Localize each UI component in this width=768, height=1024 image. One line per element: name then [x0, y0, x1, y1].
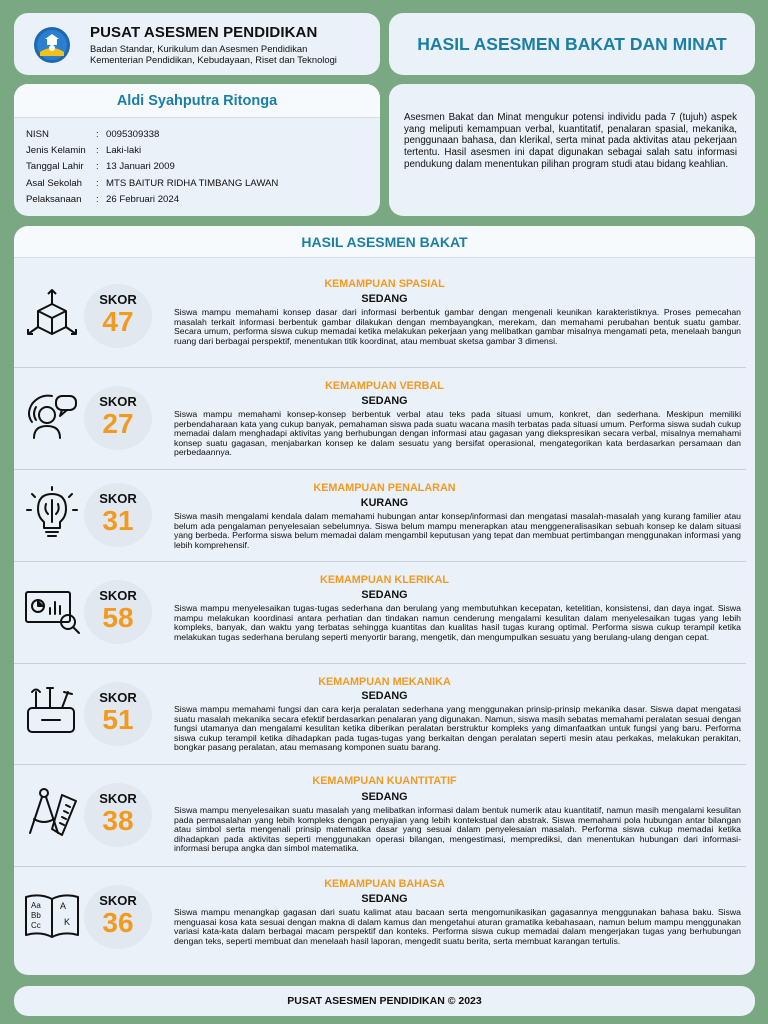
section-description: Siswa mampu memahami konsep dasar dari informasi berbentuk gambar dengan mengenali keunikan karakteristiknya. Proses pemecahan masalah terkait informasi berbentuk gambar dilakukan dengan membayangkan, merekam, dan memahami perubahan bentuk suatu gambar. Secara umum, performa siswa cukup memadai ketika melakukan pekerjaan yang melibatkan gambar misalnya mengamati peta, menelaah bangun ruang dari berbagai perspektif, menentukan titik koordinat, atau membuat sketsa gambar 3 dimensi. [174, 307, 741, 346]
section-level: SEDANG [361, 293, 408, 305]
info-row-nisn [26, 129, 159, 140]
section-description: Siswa mampu menangkap gagasan dari suatu kalimat atau bacaan serta mengomunikasikan gagasannya menggunakan bahasa baku. Siswa menguasai kosa kata sesuai dengan makna di dalam kamus dan mengetahui aturan gramatika kebahasaan, namun belum mampu menggunakan variasi kata-kata dalam berbagai macam perspektif dan konteks. Performa siswa cukup memadai dalam mengerjakan tugas yang berhubungan dengan teks, seperti membuat dan menelaah hasil laporan, mengedit suatu berita, serta membuat karangan tertulis. [174, 907, 741, 946]
info-label: Pelaksanaan [26, 194, 82, 205]
info-value: 0095309338 [106, 129, 160, 140]
section-bahasa [14, 867, 755, 969]
score-value: 27 [102, 408, 134, 439]
section-spasial [14, 266, 755, 368]
score-label: SKOR [99, 394, 137, 409]
section-description: Siswa mampu memahami konsep-konsep berbentuk verbal atau teks pada situasi umum, konkret, dan sederhana. Meskipun memiliki perbendaharaan kata yang cukup banyak, pemahaman siswa pada suatu wacana masih terbatas pada situasi umum. Performa siswa sudah cukup memadai dalam menghadapi aktivitas yang berhubungan dengan informasi atau gagasan yang diekspresikan secara verbal, misalnya memahami konsep suatu gagasan, menjabarkan konsep ke dalam sesuatu yang bersifat operasional, mengategorikan kata berdasarkan persamaan dan perbedaannya. [174, 409, 741, 458]
score-value: 36 [102, 907, 134, 938]
info-colon: : [96, 161, 99, 172]
info-value: Laki-laki [106, 145, 142, 156]
score-label: SKOR [99, 491, 137, 506]
info-label: NISN [26, 129, 49, 140]
info-value: 26 Februari 2024 [106, 194, 180, 205]
section-level: SEDANG [361, 791, 408, 803]
section-description: Siswa mampu menyelesaikan suatu masalah yang melibatkan informasi dalam bentuk numerik atau kuantitatif, namun masih mengalami kesulitan pada permasalahan yang lebih kompleks dengan penyajian yang lebih kontekstual dan abstrak. Siswa memahami pola hubungan antar bilangan atau simbol serta mengenali prinsip matematika dasar yang sesuai dalam penyelesaian masalah. Performa siswa cukup memadai ketika dihadapkan pada aktivitas seperti menggunakan operasi bilangan, mengestimasi, memprediksi, dan menentukan hubungan dari informasi-informasi berupa angka dan simbol matematika. [174, 805, 741, 854]
info-colon: : [96, 145, 99, 156]
info-row-date [26, 194, 179, 205]
section-klerikal [14, 562, 755, 664]
score-badge [84, 783, 152, 847]
section-description: Siswa masih mengalami kendala dalam memahami hubungan antar konsep/informasi dan mengatasi masalah-masalah yang kurang familier atau belum ada pengalaman penyelesaian sebelumnya. Siswa belum mampu menerapkan atau menggeneralisasikan sebuah konsep ke dalam situasi yang berbeda. Performa siswa belum memadai dalam mengambil keputusan yang tepat dan membuat pertimbangan menggunakan informasi yang lebih komprehensif. [174, 511, 741, 550]
org-subtitle-2: Kementerian Pendidikan, Kebudayaan, Riset dan Teknologi [90, 54, 337, 65]
book-letter-bb: Bb [31, 911, 41, 920]
info-row-school [26, 178, 278, 189]
score-value: 58 [102, 602, 134, 633]
section-title: KEMAMPUAN MEKANIKA [318, 676, 451, 688]
section-title: KEMAMPUAN PENALARAN [313, 482, 456, 494]
score-label: SKOR [99, 791, 137, 806]
score-label: SKOR [99, 893, 137, 908]
speaking-person-icon [22, 390, 82, 446]
org-name: PUSAT ASESMEN PENDIDIKAN [90, 24, 318, 41]
open-book-icon [22, 889, 82, 945]
score-label: SKOR [99, 292, 137, 307]
section-description: Siswa mampu memahami fungsi dan cara kerja peralatan sederhana yang menggunakan prinsip-prinsip mekanika dasar. Siswa dapat mengatasi suatu masalah mekanika secara efektif berdasarkan penalaran yang digunakan. Namun, siswa masih sebatas memahami peralatan sesuai dengan fungsi utamanya dan mengalami kesulitan ketika diberikan peralatan berstruktur kompleks yang dimanfaatkan untuk fungsi yang baru. Performa siswa cukup terampil ketika dihadapkan pada tugas-tugas yang berkaitan dengan peralatan seperti mesin atau perkakas, melakukan perakitan, bongkar pasang peralatan, atau memasang komponen suatu barang. [174, 704, 741, 753]
info-colon: : [96, 194, 99, 205]
description-text: Asesmen Bakat dan Minat mengukur potensi individu pada 7 (tujuh) aspek yang meliputi kemampuan verbal, kuantitatif, penalaran spasial, mekanika, penggunaan bahasa, dan klerikal, serta minat pada aktivitas atau pekerjaan tertentu. Hasil asesmen ini dapat digunakan sebagai salah satu informasi pendukung dalam menentukan pilihan program studi atau bidang keahlian. [404, 112, 737, 170]
section-title: KEMAMPUAN VERBAL [325, 380, 444, 392]
section-penalaran [14, 470, 755, 562]
info-label: Tanggal Lahir [26, 161, 84, 172]
section-level: SEDANG [361, 589, 408, 601]
toolbox-icon [22, 684, 82, 740]
score-value: 47 [102, 306, 134, 337]
info-colon: : [96, 178, 99, 189]
book-letter-cc: Cc [31, 921, 41, 930]
score-badge [84, 682, 152, 746]
score-label: SKOR [99, 588, 137, 603]
footer-text: PUSAT ASESMEN PENDIDIKAN © 2023 [287, 995, 482, 1007]
info-row-birthdate [26, 161, 175, 172]
chart-magnifier-icon [22, 584, 82, 640]
book-letter-a: A [60, 901, 67, 911]
cube-3d-icon [22, 286, 82, 342]
info-colon: : [96, 129, 99, 140]
info-row-gender [26, 145, 141, 156]
book-letter-k: K [64, 917, 71, 927]
student-info-card [14, 84, 380, 216]
score-value: 51 [102, 704, 134, 735]
lightbulb-brain-icon [22, 486, 82, 542]
document-title: HASIL ASESMEN BAKAT DAN MINAT [417, 33, 727, 54]
tut-wuri-handayani-logo-icon [33, 26, 71, 64]
section-title: KEMAMPUAN KLERIKAL [320, 574, 449, 586]
section-mekanika [14, 664, 755, 765]
section-verbal [14, 368, 755, 470]
description-card [389, 84, 755, 216]
results-card [14, 226, 755, 975]
section-level: SEDANG [361, 690, 408, 702]
section-level: SEDANG [361, 395, 408, 407]
section-kuantitatif [14, 765, 755, 867]
student-name: Aldi Syahputra Ritonga [14, 84, 380, 118]
section-level: SEDANG [361, 893, 408, 905]
score-value: 31 [102, 505, 134, 536]
section-level: KURANG [360, 497, 409, 509]
score-badge [84, 885, 152, 949]
score-badge [84, 483, 152, 547]
score-label: SKOR [99, 690, 137, 705]
org-subtitle-1: Badan Standar, Kurikulum dan Asesmen Pendidikan [90, 43, 308, 54]
compass-ruler-icon [22, 785, 82, 841]
section-title: KEMAMPUAN KUANTITATIF [312, 775, 457, 787]
header-org-card [14, 13, 380, 75]
section-description: Siswa mampu menyelesaikan tugas-tugas sederhana dan berulang yang membutuhkan kecepatan, ketelitian, konsistensi, dan daya ingat. Siswa mampu melakukan koordinasi antara perhatian dan tindakan namun cenderung mengalami kesulitan dalam menyelesaikan tugas yang lebih kompleks, banyak, dan waktu yang terbatas sehingga kuantitas dan kualitas hasil tugas kurang optimal. Performa siswa cukup terampil ketika melakukan tugas sederhana berulang seperti menyortir barang, mengetik, dan mengumpulkan sesuatu yang berulang-ulang dengan cepat. [174, 603, 741, 642]
header-title-card [389, 13, 755, 75]
score-badge [84, 580, 152, 644]
footer-card [14, 986, 755, 1016]
score-badge [84, 386, 152, 450]
section-title: KEMAMPUAN BAHASA [324, 878, 445, 890]
info-label: Asal Sekolah [26, 178, 82, 189]
book-letter-aa: Aa [31, 901, 41, 910]
section-title: KEMAMPUAN SPASIAL [324, 278, 445, 290]
info-value: 13 Januari 2009 [106, 161, 175, 172]
results-title: HASIL ASESMEN BAKAT [14, 226, 755, 258]
score-badge [84, 284, 152, 348]
info-label: Jenis Kelamin [26, 145, 86, 156]
info-value: MTS BAITUR RIDHA TIMBANG LAWAN [106, 178, 279, 189]
score-value: 38 [102, 805, 134, 836]
